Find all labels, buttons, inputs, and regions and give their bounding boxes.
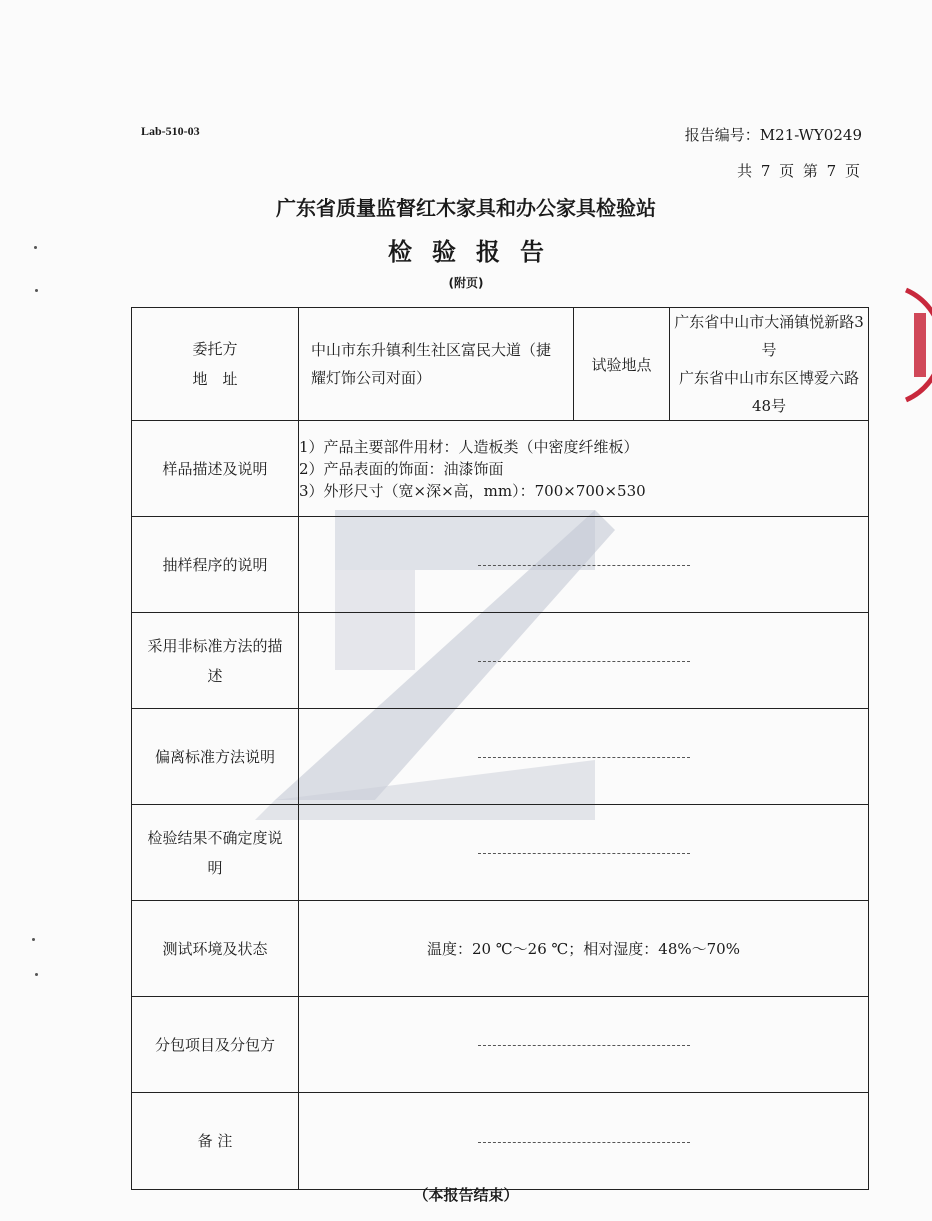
sampling-label: 抽样程序的说明: [162, 555, 268, 574]
client-label-cell: [132, 308, 299, 421]
nonstd-label-cell: [132, 613, 299, 709]
nonstd-value-cell: [299, 613, 869, 709]
scan-speck: [35, 973, 38, 976]
empty-dash: [478, 1045, 690, 1046]
lab-code: Lab-510-03: [141, 124, 200, 138]
sample-line-1: 1）产品主要部件用材：人造板类（中密度纤维板）: [299, 437, 639, 456]
report-title: 检验报告: [388, 238, 564, 266]
test-site-label: 试验地点: [591, 355, 652, 374]
deviation-label: 偏离标准方法说明: [154, 747, 275, 766]
subcontract-label-cell: [132, 997, 299, 1093]
empty-dash: [478, 1142, 690, 1143]
client-label-line1: 委托方: [192, 340, 238, 358]
empty-dash: [478, 853, 690, 854]
report-number: 报告编号：M21-WY0249: [684, 126, 862, 144]
empty-dash: [478, 757, 690, 758]
sampling-value-cell: [299, 517, 869, 613]
scan-speck: [34, 246, 37, 249]
empty-dash: [478, 661, 690, 662]
red-seal-stamp-icon: [900, 285, 932, 405]
sample-description-cell: [299, 421, 869, 517]
client-address: 中山市东升镇利生社区富民大道（捷耀灯饰公司对面）: [311, 341, 552, 387]
subcontract-label: 分包项目及分包方: [154, 1035, 275, 1054]
remarks-label: 备 注: [197, 1132, 233, 1150]
sampling-label-cell: [132, 517, 299, 613]
test-site-line1: 广东省中山市大涌镇悦新路3号: [674, 313, 864, 359]
sample-label: 样品描述及说明: [162, 459, 268, 478]
table-row: [132, 805, 869, 901]
uncertainty-value-cell: [299, 805, 869, 901]
empty-dash: [478, 565, 690, 566]
remarks-label-cell: [132, 1093, 299, 1190]
deviation-label-cell: [132, 709, 299, 805]
environment-label-cell: [132, 901, 299, 997]
sample-line-3: 3）外形尺寸（宽×深×高，mm）：700×700×530: [299, 481, 646, 500]
scan-speck: [32, 938, 35, 941]
sample-label-cell: [132, 421, 299, 517]
deviation-value-cell: [299, 709, 869, 805]
table-row: [132, 1093, 869, 1190]
environment-value: 温度：20 ℃～26 ℃；相对湿度：48%～70%: [427, 940, 740, 958]
table-row: [132, 308, 869, 421]
uncertainty-label-cell: [132, 805, 299, 901]
page-info: 共 7 页 第 7 页: [737, 162, 860, 180]
station-title: 广东省质量监督红木家具和办公家具检验站: [276, 196, 656, 220]
report-table: [131, 307, 869, 1190]
table-row: [132, 421, 869, 517]
table-row: [132, 901, 869, 997]
sample-line-2: 2）产品表面的饰面：油漆饰面: [299, 459, 504, 478]
end-of-report-note: （本报告结束）: [413, 1186, 519, 1204]
table-row: [132, 997, 869, 1093]
environment-value-cell: [299, 901, 869, 997]
test-site-label-cell: [574, 308, 670, 421]
environment-label: 测试环境及状态: [162, 939, 268, 958]
subcontract-value-cell: [299, 997, 869, 1093]
test-site-cell: [670, 308, 869, 421]
test-site-line2: 广东省中山市东区博爱六路48号: [678, 369, 859, 415]
table-row: [132, 709, 869, 805]
client-label-line2: 地 址: [192, 370, 238, 388]
uncertainty-label: 检验结果不确定度说明: [147, 828, 283, 877]
remarks-value-cell: [299, 1093, 869, 1190]
table-row: [132, 517, 869, 613]
nonstd-label: 采用非标准方法的描述: [147, 636, 283, 685]
table-row: [132, 613, 869, 709]
scan-speck: [35, 289, 38, 292]
appendix-label: (附页): [448, 276, 484, 290]
client-address-cell: [299, 308, 574, 421]
